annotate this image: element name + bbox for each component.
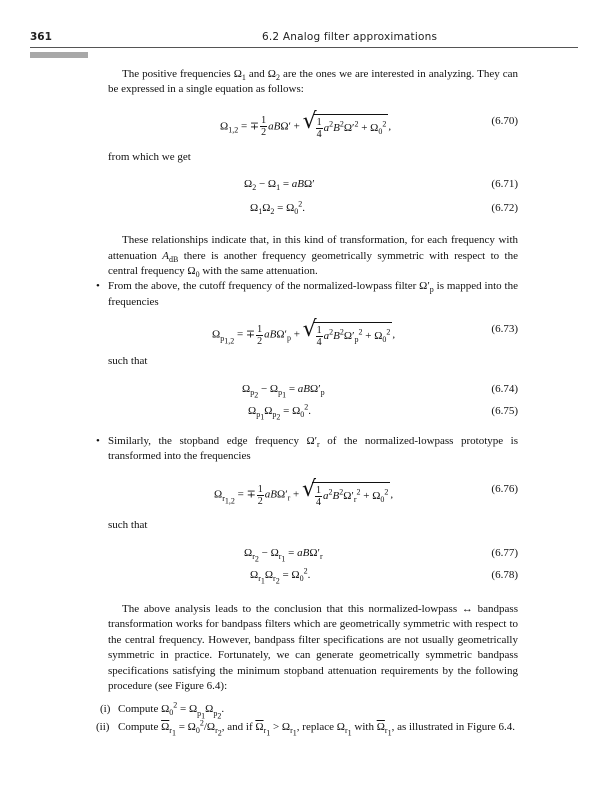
bullet-cutoff: • From the above, the cutoff frequency of the normalized-lowpass filter $\Omega'_p$ is mapped into the frequencies	[96, 280, 518, 308]
paragraph-such-that-2: such that	[108, 519, 148, 532]
bullet-icon: •	[96, 280, 100, 293]
bullet-stopband: • Similarly, the stopband edge frequency $\Omega'_r$ of the normalized-lowpass prototype is transformed into the frequencies	[96, 434, 518, 463]
procedure-step-2	[96, 718, 518, 738]
equation-number: (6.77)	[491, 546, 518, 559]
equation-6-72: $\Omega_1\Omega_2 = \Omega_0^2$. (6.72)	[250, 199, 518, 217]
paragraph-intro: The positive frequencies $\Omega_1$ and $\Omega_2$ are the ones we are interested in analyzing. They can be expressed in a single equation as follows:	[108, 68, 518, 96]
page-body	[96, 60, 518, 738]
equation-number: (6.72)	[491, 202, 518, 215]
equation-number: (6.70)	[491, 114, 518, 127]
step-label: (ii)	[96, 720, 110, 733]
paragraph-from-which: from which we get	[108, 150, 191, 163]
equation-number: (6.76)	[491, 483, 518, 496]
equation-6-78: $\Omega_{r_1}\Omega_{r_2} = \Omega_0^2$. (6.78)	[250, 566, 518, 586]
equation-6-73: $\Omega_{p_{1,2}}$ = ∓ $\frac{1}{2}$ $aB\Omega'_p$ + √ $\frac{1}{4}$ $a^2B^2\Omega'_p^2 + \Omega_0^2$ , (6.73)	[212, 317, 518, 349]
equation-6-70: $\Omega_{1,2}$ = ∓ $\frac{1}{2}$ aBΩ′ + √ $\frac{1}{4}$ $a^2B^2\Omega'^2 + \Omega_0^2$ , (6.70)	[220, 108, 518, 140]
equation-6-74: $\Omega_{p_2} - \Omega_{p_1} = aB\Omega'_p$ (6.74)	[242, 382, 518, 400]
equation-6-77: $\Omega_{r_2} - \Omega_{r_1} = aB\Omega'_r$ (6.77)	[244, 546, 518, 564]
bullet-icon: •	[96, 434, 100, 447]
step-label: (i)	[100, 703, 111, 716]
equation-number: (6.78)	[491, 568, 518, 581]
paragraph-relationships: These relationships indicate that, in this kind of transformation, for each frequency with attenuation $A_{dB}$ there is another frequency geometrically symmetric with respect to the central frequency $\Omega_0$ with the same attenuation.	[108, 234, 518, 280]
equation-6-76: $\Omega_{r_{1,2}}$ = ∓ $\frac{1}{2}$ $aB\Omega'_r$ + √ $\frac{1}{4}$ $a^2B^2\Omega'_r^2 + \Omega_0^2$ , (6.76)	[214, 477, 518, 509]
paragraph-such-that-1: such that	[108, 355, 148, 368]
equation-6-75: $\Omega_{p_1}\Omega_{p_2} = \Omega_0^2$. (6.75)	[248, 402, 518, 422]
page-header	[30, 29, 578, 47]
step-text: Compute $\Omega_0^2 = \Omega_{p_1}\Omega_{p_2}$.	[118, 700, 225, 721]
step-text: Compute $\overline{\Omega}_{r_1} = \Omega_0^2/\Omega_{r_2}$, and if $\overline{\Omega}_{r_1} > \Omega_{r_1}$, replace $\Omega_{r_1}$ with $\overline{\Omega}_{r_1}$, as illustrated in Figure 6.4.	[118, 718, 515, 738]
header-rule	[30, 47, 578, 48]
equation-number: (6.73)	[491, 323, 518, 336]
equation-number: (6.74)	[491, 382, 518, 395]
running-title: 6.2 Analog filter approximations	[262, 31, 438, 43]
equation-6-71: $\Omega_2 - \Omega_1 = aB\Omega'$ (6.71)	[244, 178, 518, 193]
chapter-marker-bar	[30, 52, 88, 58]
equation-number: (6.71)	[491, 178, 518, 191]
procedure-step-1	[100, 700, 518, 721]
page-number: 361	[30, 31, 52, 43]
equation-number: (6.75)	[491, 404, 518, 417]
paragraph-conclusion: The above analysis leads to the conclusion that this normalized-lowpass ↔ bandpass transformation works for bandpass filters which are geometrically symmetric with respect to the central frequency. However, bandpass filter specifications are not usually geometrically symmetric in practice. Fortunately, we can generate geometrically symmetric bandpass specifications satisfying the minimum stopband attenuation requirements by the following procedure (see Figure 6.4):	[108, 602, 518, 692]
